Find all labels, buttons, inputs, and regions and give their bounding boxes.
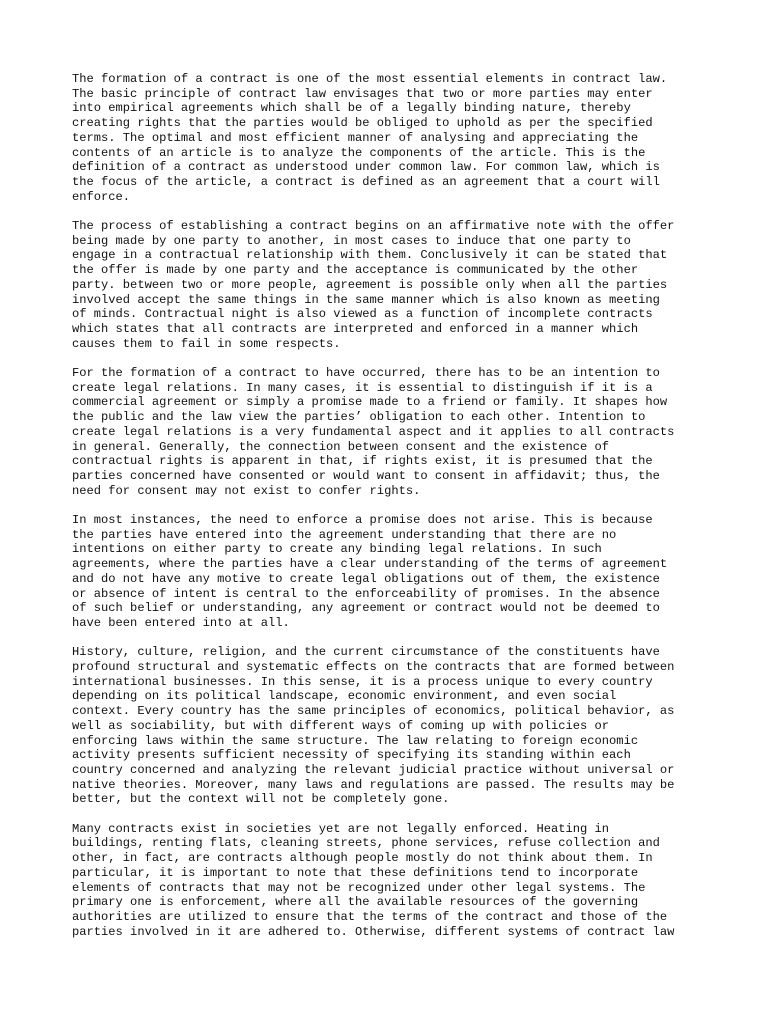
paragraph-4: In most instances, the need to enforce a promise does not arise. This is because the parties have entered into the agreement understanding that there are no intentions on either party to create any binding legal relations. In such agreements, where the parties have a clear understanding of the terms of agreement and do not have any motive to create legal obligations out of them, the existence or absence of intent is central to the enforceability of promises. In the absence of such belief or understanding, any agreement or contract would not be deemed to have been entered into at all. [72, 513, 668, 630]
paragraph-5: History, culture, religion, and the current circumstance of the constituents have profound structural and systematic effects on the contracts that are formed between international businesses. In this sense, it is a process unique to every country depending on its political landscape, economic environment, and even social context. Every country has the same principles of economics, political behavior, as well as sociability, but with different ways of coming up with policies or enforcing laws within the same structure. The law relating to foreign economic activity presents sufficient necessity of specifying its standing within each country concerned and analyzing the relevant judicial practice without universal or native theories. Moreover, many laws and regulations are passed. The results may be better, but the context will not be completely gone. [72, 645, 675, 807]
paragraph-6: Many contracts exist in societies yet are not legally enforced. Heating in buildings, renting flats, cleaning streets, phone services, refuse collection and other, in fact, are contracts although people mostly do not think about them. In particular, it is important to note that these definitions tend to incorporate elements of contracts that may not be recognized under other legal systems. The primary one is enforcement, where all the available resources of the governing authorities are utilized to ensure that the terms of the contract and those of the parties involved in it are adhered to. Otherwise, different systems of contract law [72, 821, 675, 939]
paragraph-3: For the formation of a contract to have occurred, there has to be an intention to create legal relations. In many cases, it is essential to distinguish if it is a commercial agreement or simply a promise made to a friend or family. It shapes how the public and the law view the parties’ obligation to each other. Intention to create legal relations is a very fundamental aspect and it applies to all contracts in general. Generally, the connection between consent and the existence of contractual rights is apparent in that, if rights exist, it is presumed that the parties concerned have consented or would want to consent in affidavit; thus, the need for consent may not exist to confer rights. [72, 366, 675, 498]
paragraph-2: The process of establishing a contract begins on an affirmative note with the offer being made by one party to another, in most cases to induce that one party to engage in a contractual relationship with them. Conclusively it can be stated that the offer is made by one party and the acceptance is communicated by the other party. between two or more people, agreement is possible only when all the parties involved accept the same things in the same manner which is also known as meeting of minds. Contractual night is also viewed as a function of incomplete contracts which states that all contracts are interpreted and enforced in a manner which causes them to fail in some respects. [72, 219, 675, 351]
paragraph-1: The formation of a contract is one of the most essential elements in contract law. The basic principle of contract law envisages that two or more parties may enter into empirical agreements which shall be of a legally binding nature, thereby creating rights that the parties would be obliged to uphold as per the specified terms. The optimal and most efficient manner of analysing and appreciating the contents of an article is to analyze the components of the article. This is the definition of a contract as understood under common law. For common law, which is the focus of the article, a contract is defined as an agreement that a court will enforce. [72, 72, 668, 204]
document-page [72, 72, 712, 954]
